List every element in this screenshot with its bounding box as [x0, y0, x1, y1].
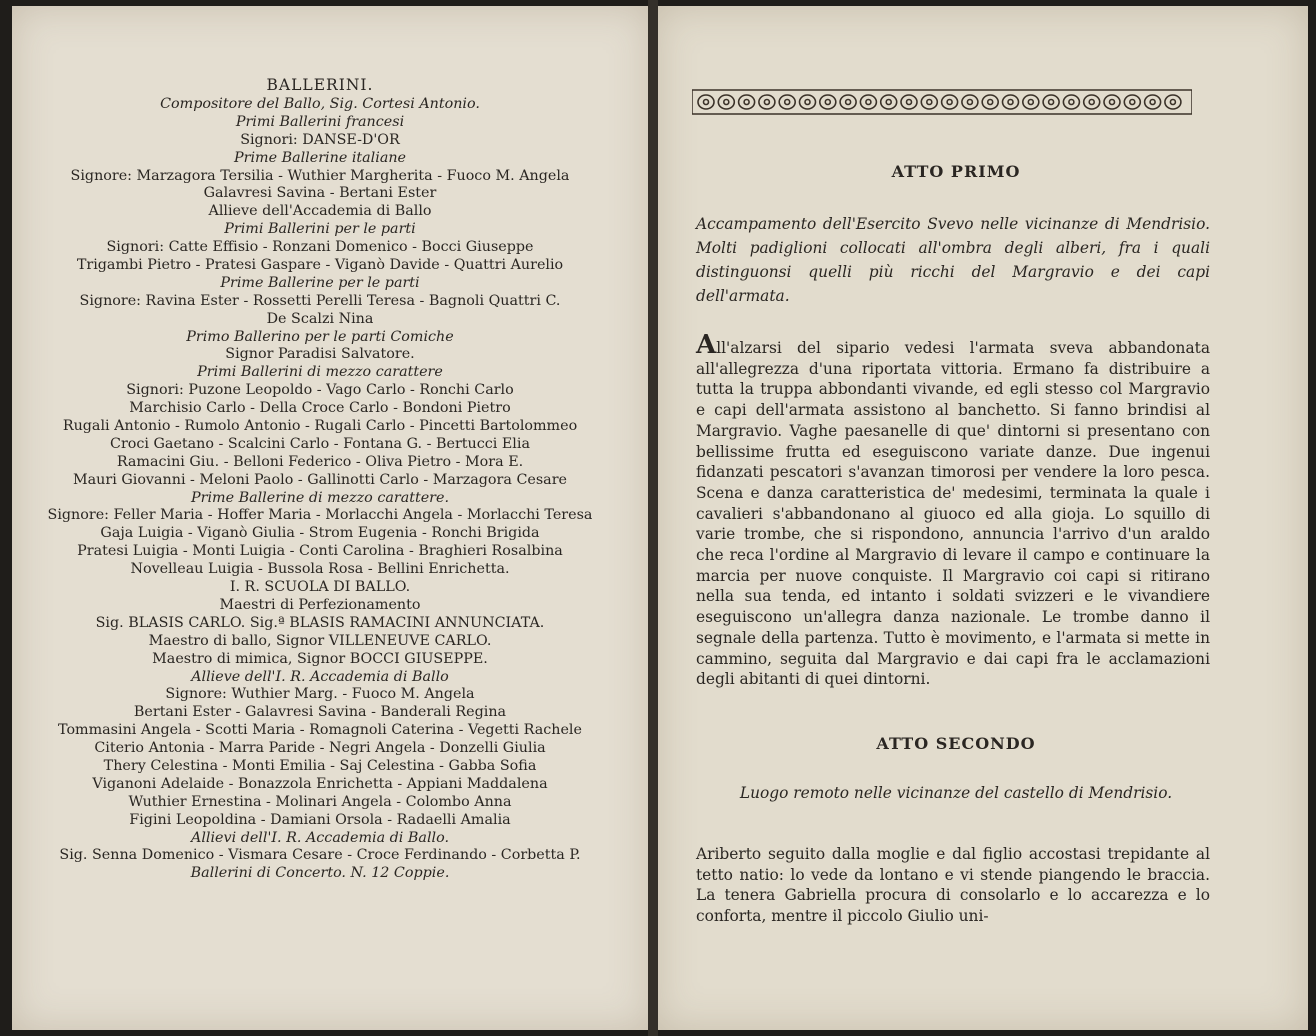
drop-cap: A: [696, 330, 717, 360]
cast-line: Rugali Antonio - Rumolo Antonio - Rugali Carlo - Pincetti Bartolommeo: [62, 418, 578, 435]
cast-line: Allievi dell'I. R. Accademia di Ballo.: [191, 829, 449, 846]
cast-line: Maestro di mimica, Signor BOCCI GIUSEPPE.: [152, 650, 488, 667]
cast-line: Viganoni Adelaide - Bonazzola Enrichetta - Appiani Maddalena: [92, 775, 548, 792]
cast-line: Primi Ballerini per le parti: [224, 221, 416, 238]
cast-line: Bertani Ester - Galavresi Savina - Banderali Regina: [133, 704, 507, 721]
cast-line: Galavresi Savina - Bertani Ester: [203, 185, 437, 202]
cast-line: Signori: Catte Effisio - Ronzani Domenico - Bocci Giuseppe: [106, 239, 534, 256]
cast-line: Maestri di Perfezionamento: [219, 596, 421, 613]
cast-line: Figini Leopoldina - Damiani Orsola - Radaelli Amalia: [129, 811, 511, 828]
act-one-text: [696, 332, 1210, 690]
act-two-title: ATTO SECONDO: [876, 734, 1036, 753]
cast-line: Maestro di ballo, Signor VILLENEUVE CARLO.: [148, 632, 492, 649]
cast-list: [20, 74, 620, 883]
cast-line: Trigambi Pietro - Pratesi Gaspare - Viganò Davide - Quattri Aurelio: [76, 257, 564, 274]
cast-line: Allieve dell'Accademia di Ballo: [208, 203, 432, 220]
book-gutter: [648, 0, 658, 1036]
cast-line: Ballerini di Concerto. N. 12 Coppie.: [190, 865, 450, 882]
cast-line: Gaja Luigia - Viganò Giulia - Strom Eugenia - Ronchi Brigida: [100, 525, 540, 542]
cast-line: Signore: Feller Maria - Hoffer Maria - Morlacchi Angela - Morlacchi Teresa: [47, 507, 593, 524]
cast-line: Signori: DANSE-D'OR: [240, 131, 400, 148]
cast-line: Sig. BLASIS CARLO. Sig.ª BLASIS RAMACINI ANNUNCIATA.: [95, 614, 545, 631]
cast-line: Sig. Senna Domenico - Vismara Cesare - Croce Ferdinando - Corbetta P.: [59, 847, 581, 864]
cast-line: BALLERINI.: [266, 76, 374, 94]
cast-line: Citerio Antonia - Marra Paride - Negri Angela - Donzelli Giulia: [94, 740, 546, 757]
cast-line: Croci Gaetano - Scalcini Carlo - Fontana G. - Bertucci Elia: [110, 435, 530, 452]
act-two-setting: Luogo remoto nelle vicinanze del castello di Mendrisio.: [739, 784, 1173, 802]
ornament-border-icon: [692, 86, 1192, 118]
cast-line: Thery Celestina - Monti Emilia - Saj Celestina - Gabba Sofia: [103, 757, 537, 774]
cast-line: Signor Paradisi Salvatore.: [225, 346, 415, 363]
cast-line: Signore: Wuthier Marg. - Fuoco M. Angela: [165, 686, 475, 703]
cast-line: Pratesi Luigia - Monti Luigia - Conti Carolina - Braghieri Rosalbina: [77, 543, 563, 560]
cast-line: Primi Ballerini di mezzo carattere: [197, 364, 443, 381]
cast-line: Wuthier Ernestina - Molinari Angela - Colombo Anna: [128, 793, 512, 810]
act-one-body: ll'alzarsi del sipario vedesi l'armata sveva abbandonata all'allegrezza d'una riportata vittoria. Ermano fa distribuire a tutta la truppa abbondanti vivande, ed egli stesso col Margravio e capi dell'armata assistono al banchetto. Si fanno brindisi al Margravio. Vaghe paesanelle di que' dintorni si presentano con bellissime frutta ed eseguiscono variate danze. Due ingenui fidanzati pescatori s'avanzan timorosi per vendere la loro pesca. Scena e danza caratteristica de' medesimi, terminata la quale i cavalieri s'abbandonano al giuoco ed alla gioja. Lo squillo di varie trombe, che si rispondono, annuncia l'arrivo d'un araldo che reca l'ordine al Margravio di levare il campo e continuare la marcia per nuove conquiste. Il Margravio coi capi si ritirano nella sua tenda, ed intanto i soldati svizzeri e le vivandiere eseguiscono un'allegra danza nazionale. Le trombe danno il segnale della partenza. Tutto è movimento, e l'armata si mette in cammino, seguita dal Margravio e dai capi fra le acclamazioni degli abitanti di quei dintorni.: [696, 339, 1210, 689]
cast-line: Prime Ballerine di mezzo carattere.: [190, 489, 450, 506]
cast-line: Compositore del Ballo, Sig. Cortesi Antonio.: [160, 96, 480, 112]
cast-line: Signori: Puzone Leopoldo - Vago Carlo - Ronchi Carlo: [126, 382, 514, 399]
act-one-setting: Accampamento dell'Esercito Svevo nelle vicinanze di Mendrisio. Molti padiglioni collocati all'ombra degli alberi, fra i quali distinguonsi quelli più ricchi del Margravio e dei capi dell'armata.: [696, 215, 1210, 305]
act-one-title: ATTO PRIMO: [891, 162, 1021, 181]
cast-line: Ramacini Giu. - Belloni Federico - Oliva Pietro - Mora E.: [116, 453, 524, 470]
cast-line: Signore: Marzagora Tersilia - Wuthier Margherita - Fuoco M. Angela: [70, 167, 570, 184]
cast-line: Primo Ballerino per le parti Comiche: [186, 328, 454, 345]
cast-line: I. R. SCUOLA DI BALLO.: [229, 579, 411, 596]
cast-line: Marchisio Carlo - Della Croce Carlo - Bondoni Pietro: [129, 400, 511, 417]
cast-line: Allieve dell'I. R. Accademia di Ballo: [191, 668, 449, 685]
cast-line: Mauri Giovanni - Meloni Paolo - Gallinotti Carlo - Marzagora Cesare: [73, 471, 567, 488]
cast-line: Prime Ballerine per le parti: [220, 274, 420, 291]
act-two-text: Ariberto seguito dalla moglie e dal figlio accostasi trepidante al tetto natio: lo vede da lontano e vi stende piangendo le braccia. La tenera Gabriella procura di consolarlo e lo accarezza e lo conforta, mentre il piccolo Giulio uni-: [696, 845, 1210, 926]
cast-line: Prime Ballerine italiane: [233, 149, 407, 166]
cast-line: De Scalzi Nina: [266, 310, 374, 327]
cast-line: Signore: Ravina Ester - Rossetti Perelli Teresa - Bagnoli Quattri C.: [79, 292, 561, 309]
cast-line: Novelleau Luigia - Bussola Rosa - Bellini Enrichetta.: [130, 561, 510, 578]
cast-line: Primi Ballerini francesi: [235, 113, 405, 130]
cast-line: Tommasini Angela - Scotti Maria - Romagnoli Caterina - Vegetti Rachele: [58, 722, 582, 739]
